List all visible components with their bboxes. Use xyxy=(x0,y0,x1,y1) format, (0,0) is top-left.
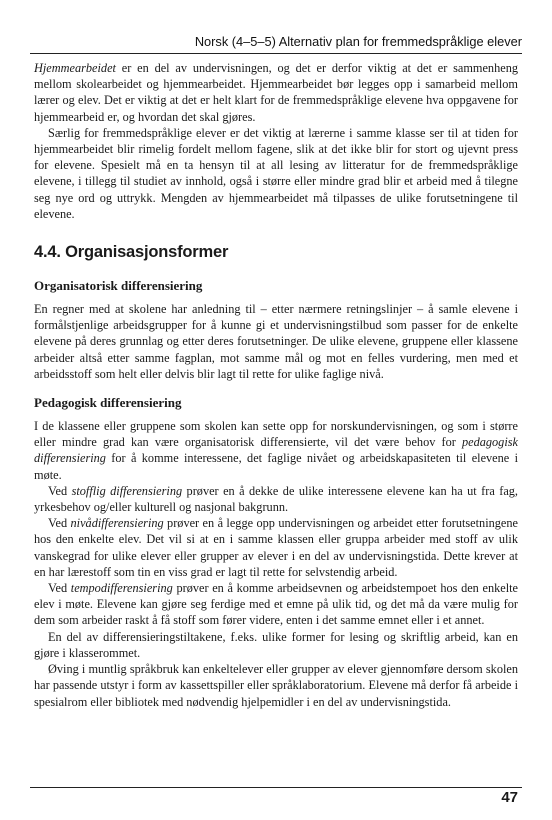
ped-paragraph-6: Øving i muntlig språkbruk kan enkeltelever eller grupper av elever gjennomføre dersom skolen har passende utstyr i form av kassettspiller eller språklaboratorium. Elevene må derfor få arbeide i spesialrom eller bibliotek med nødvendig hjelpemidler i en del av undervisningstida. xyxy=(34,662,518,709)
org-differentiation-paragraph: En regner med at skolene har anledning til – etter nærmere retningslinjer – å samle elevene i formålstjenlige arbeidsgrupper for å kunne gi et undervisningstilbud som passer for de enkelte elevene på deres grunnlag og etter deres forutsetninger. De ulike elevene, gruppene eller klassene arbeider altså etter samme fagplan, mot samme mål og mot en felles vurdering, men med et arbeidsstoff som helt eller delvis blir lagt til rette for ulike faglige nivå. xyxy=(34,302,518,381)
ped-paragraph-3: Ved nivådifferensiering prøver en å legge opp undervisningen og arbeidet etter forutsetningene hos den enkelte elev. Det vil si at en i samme klassen eller gruppa arbeider med stoff av ulik vanskegrad for ulike elever eller grupper av elever i en del av undervisningstida. Dette krever at en har lærestoff som tin en viss grad er lagt til rette for selvstendig arbeid. xyxy=(34,516,518,579)
org-differentiation-heading: Organisatorisk differensiering xyxy=(34,278,203,294)
homework-term: Hjemmearbeidet xyxy=(34,61,116,75)
running-header: Norsk (4–5–5) Alternativ plan for fremmedspråklige elever xyxy=(194,34,522,49)
homework-paragraph-2: Særlig for fremmedspråklige elever er det viktig at lærerne i samme klasse ser til at tiden for hjemmearbeidet blir rimelig fordelt mellom fagene, slik at det ikke blir for stort og ujevnt press for elevene. Spesielt må en ta hensyn til at all lesing av litteratur for de fremmedspråklige elevene, i tillegg til studiet av innhold, også i større eller mindre grad blir et arbeid med å tilegne seg nye ord og uttrykk. Mengden av hjemmearbeidet må tilpasses de ulike forutsetningene til elevene. xyxy=(34,125,518,221)
page-number: 47 xyxy=(501,789,518,806)
ped-paragraph-1: I de klassene eller gruppene som skolen kan sette opp for norskundervisningen, og som i større eller mindre grad kan være organisatorisk differensierte, vil det være behov for pedagogisk differensiering for å komme interessene, det faglige nivået og arbeidskapasiteten til elevene i møte. xyxy=(34,419,518,482)
ped-paragraph-5: En del av differensieringstiltakene, f.eks. ulike former for lesing og skriftlig arbeid, kan en gjøre i klasserommet. xyxy=(34,629,518,660)
section-heading: 4.4. Organisasjonsformer xyxy=(34,243,229,262)
ped-differentiation-heading: Pedagogisk differensiering xyxy=(34,395,182,411)
header-rule xyxy=(30,53,522,54)
ped-paragraph-4: Ved tempodifferensiering prøver en å komme arbeidsevnen og arbeidstempoet hos den enkelte elev i møte. Elevene kan gjøre seg ferdige med et emne på ulik tid, og det må da være mulig for dem som arbeider raskt å få stoff som fører videre, enten i det samme emnet eller i et annet. xyxy=(34,581,518,628)
page-body xyxy=(34,60,518,710)
footer-rule xyxy=(30,787,522,788)
homework-paragraph-1: Hjemmearbeidet er en del av undervisningen, og det er derfor viktig at det er sammenheng mellom skolearbeidet og hjemmearbeidet. Hjemmearbeidet bør legges opp i samarbeid mellom lærer og elev. Det er viktig at det er helt klart for de fremmedspråklige elevene hva oppgavene for hjemmearbeid er, og hvordan det skal gjøres. xyxy=(34,61,518,124)
ped-paragraph-2: Ved stofflig differensiering prøver en å dekke de ulike interessene elevene kan ha ut fra fag, yrkesbehov og/eller kulturell og nasjonal bakgrunn. xyxy=(34,483,518,515)
